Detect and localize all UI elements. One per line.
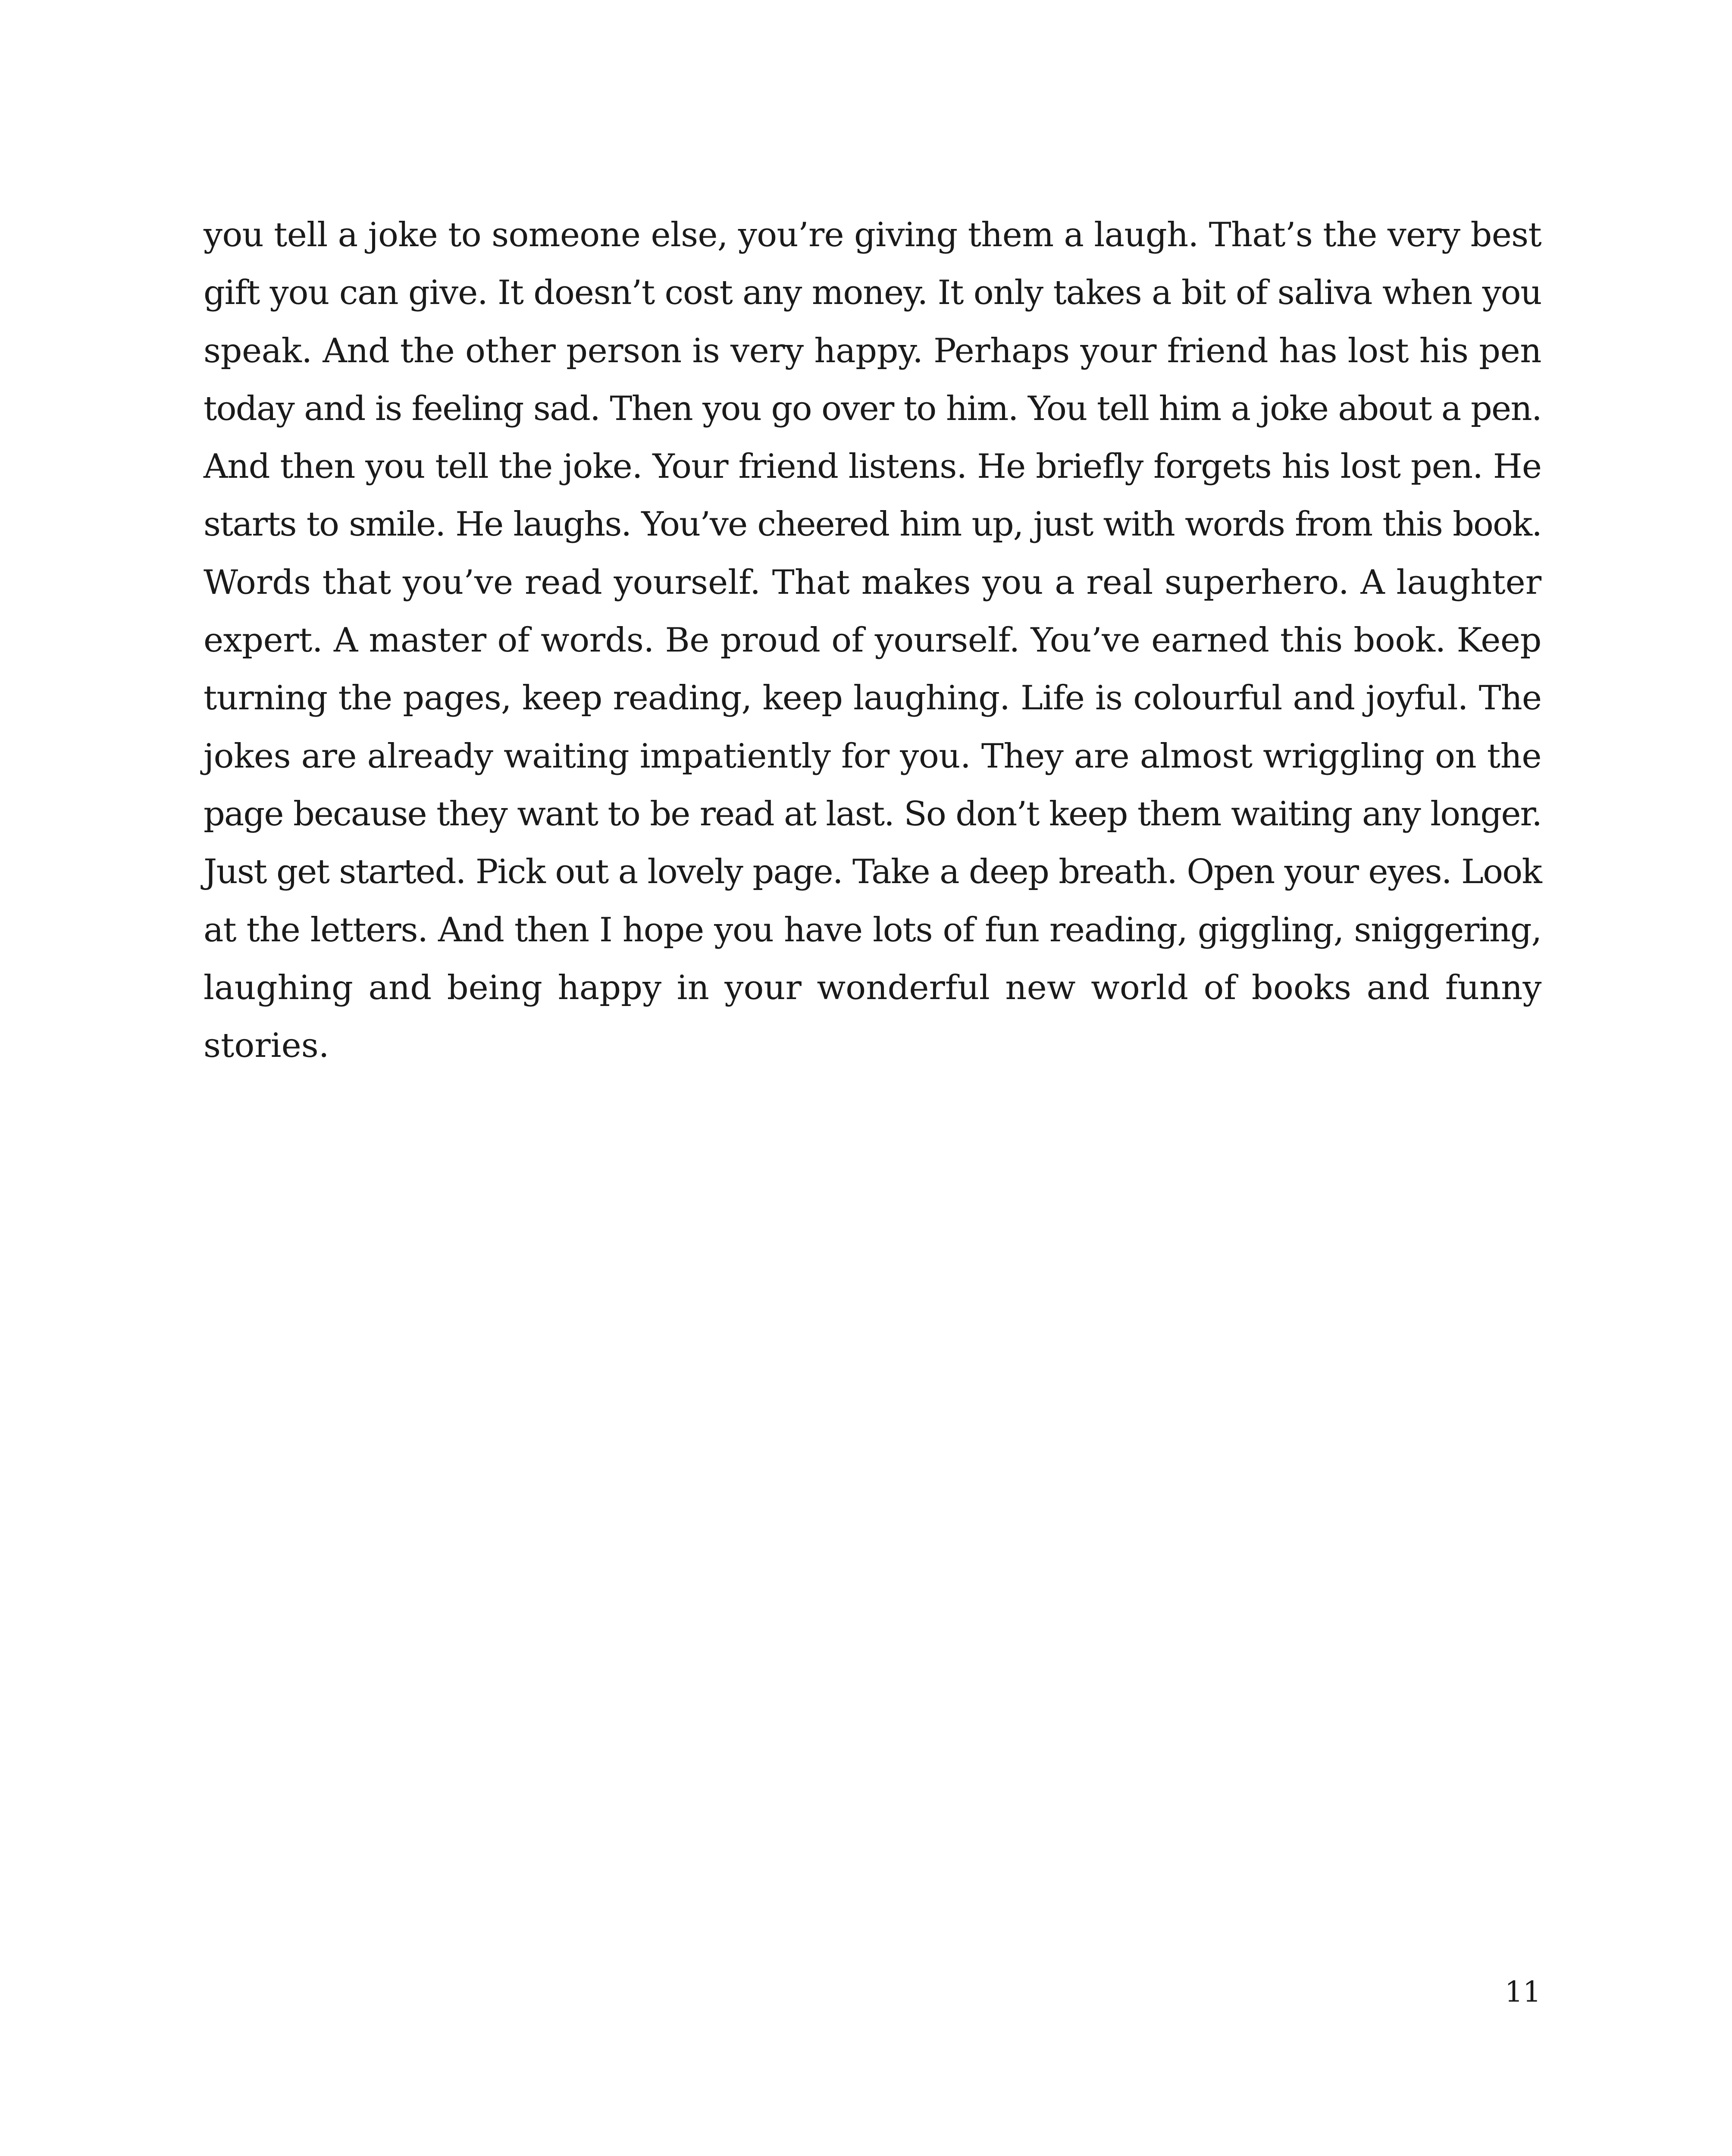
paragraph-line: stories. [204, 1026, 329, 1065]
paragraph-line: expert. A master of words. Be proud of yourself. You’ve earned this book. Keep [204, 621, 1541, 660]
body-paragraph [204, 206, 1541, 1075]
paragraph-line: jokes are already waiting impatiently for you. They are almost wriggling on the [204, 736, 1541, 776]
paragraph-line: turning the pages, keep reading, keep laughing. Life is colourful and joyful. The [204, 679, 1541, 718]
paragraph-line: speak. And the other person is very happy. Perhaps your friend has lost his pen [204, 331, 1541, 370]
paragraph-line: Just get started. Pick out a lovely page. Take a deep breath. Open your eyes. Look [204, 852, 1541, 892]
page-number: 11 [1505, 1975, 1541, 2009]
paragraph-line: gift you can give. It doesn’t cost any money. It only takes a bit of saliva when you [204, 273, 1542, 313]
paragraph-line: today and is feeling sad. Then you go over to him. You tell him a joke about a pen. [204, 389, 1541, 428]
paragraph-line: starts to smile. He laughs. You’ve cheered him up, just with words from this book. [204, 505, 1541, 544]
paragraph-line: And then you tell the joke. Your friend listens. He briefly forgets his lost pen. He [204, 447, 1541, 486]
paragraph-line: at the letters. And then I hope you have lots of fun reading, giggling, sniggering, [204, 910, 1541, 950]
paragraph-line: you tell a joke to someone else, you’re giving them a laugh. That’s the very best [204, 216, 1541, 254]
paragraph-line: page because they want to be read at last. So don’t keep them waiting any longer. [204, 794, 1541, 834]
paragraph-line: laughing and being happy in your wonderful new world of books and funny [204, 968, 1542, 1007]
paragraph-line: Words that you’ve read yourself. That makes you a real superhero. A laughter [204, 563, 1542, 602]
